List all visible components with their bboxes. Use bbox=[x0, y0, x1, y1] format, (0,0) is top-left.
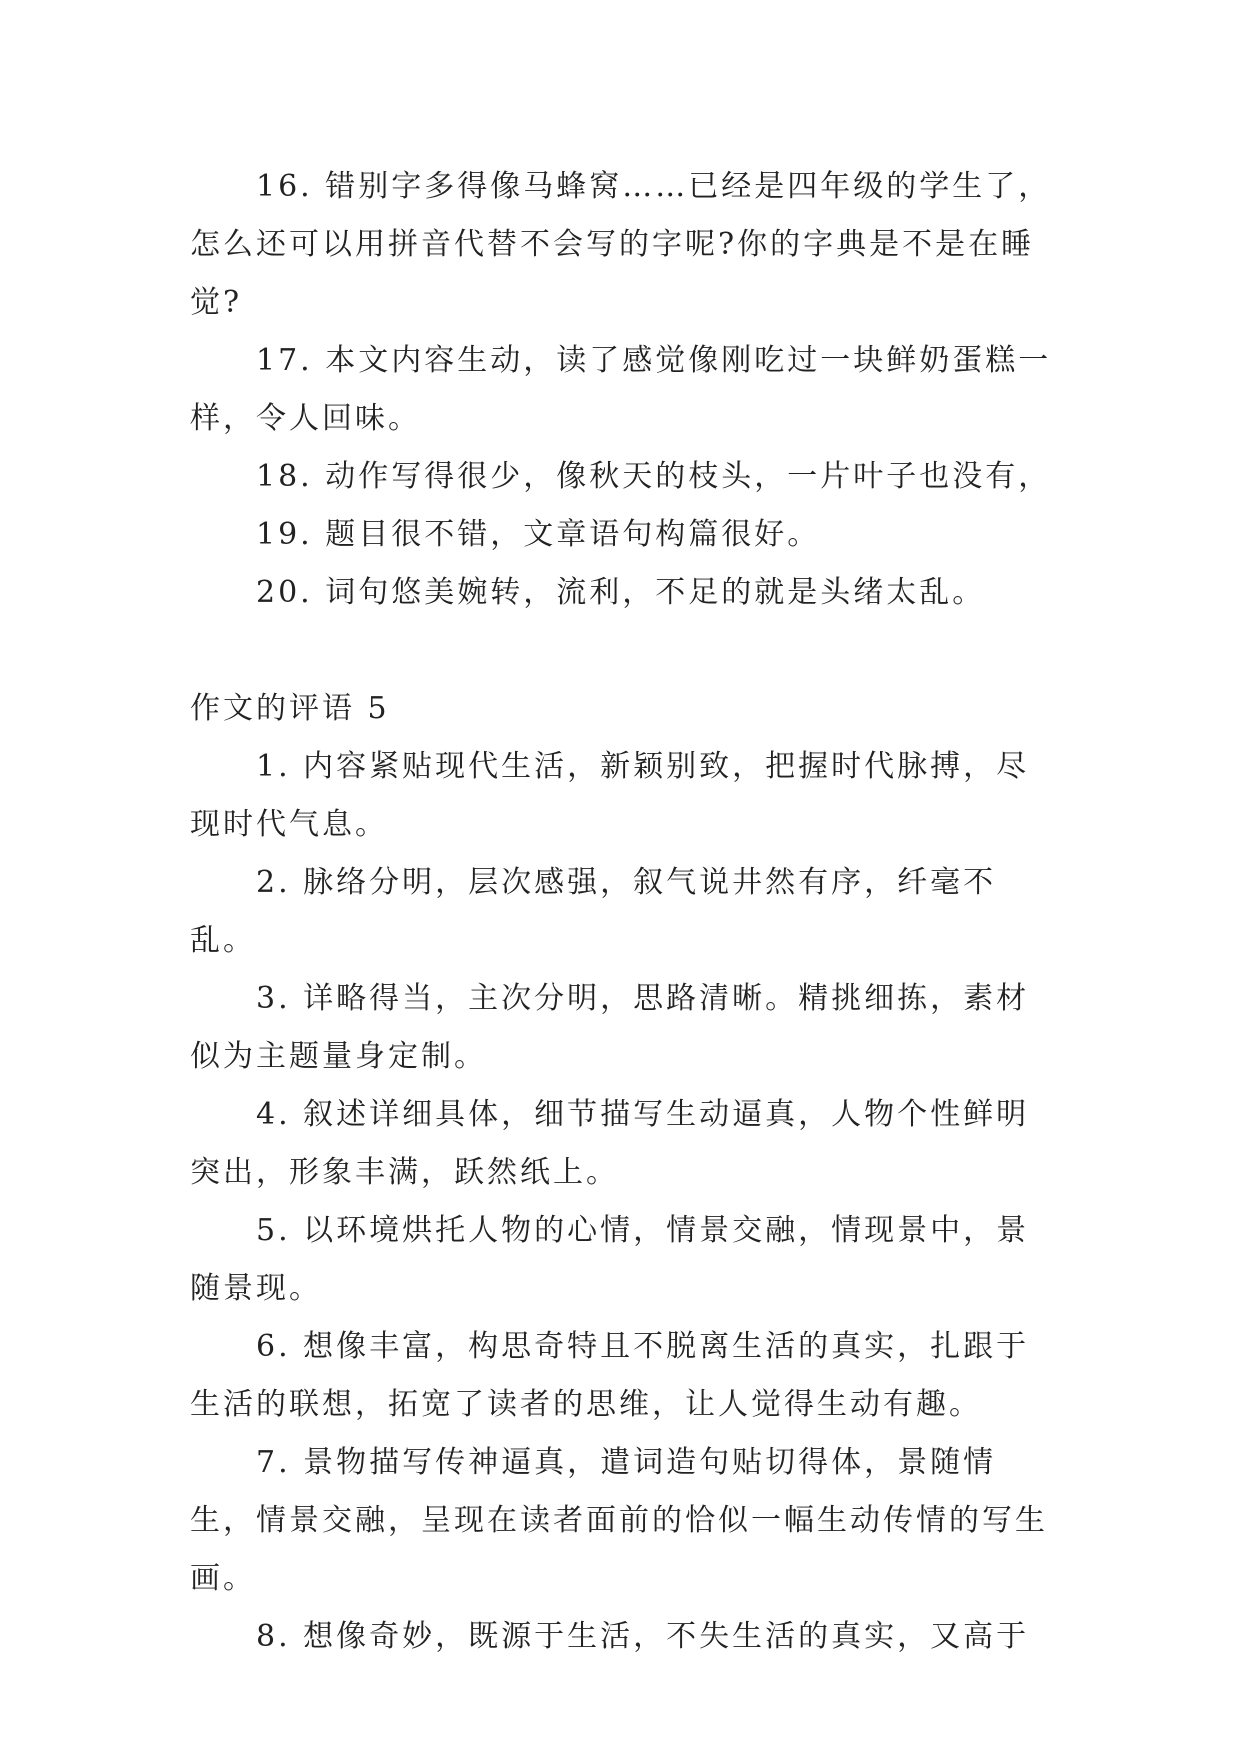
comment-item-2: 2. 脉络分明，层次感强，叙气说井然有序，纤毫不乱。 bbox=[190, 865, 997, 958]
comment-item-19: 19. 题目很不错，文章语句构篇很好。 bbox=[256, 517, 821, 552]
comment-item-20: 20. 词句悠美婉转，流利，不足的就是头绪太乱。 bbox=[256, 575, 986, 610]
document-body bbox=[190, 158, 1060, 1666]
comment-item-18: 18. 动作写得很少，像秋天的枝头，一片叶子也没有， bbox=[256, 459, 1052, 494]
comment-item-4: 4. 叙述详细具体，细节描写生动逼真，人物个性鲜明突出，形象丰满，跃然纸上。 bbox=[190, 1097, 1030, 1190]
section-spacer bbox=[190, 622, 1060, 680]
comment-item-6: 6. 想像丰富，构思奇特且不脱离生活的真实，扎跟于生活的联想，拓宽了读者的思维，让人觉得生动有趣。 bbox=[190, 1329, 1030, 1422]
comment-item-7: 7. 景物描写传神逼真，遣词造句贴切得体，景随情生，情景交融，呈现在读者面前的恰似一幅生动传情的写生画。 bbox=[190, 1445, 1048, 1596]
comment-item-8: 8. 想像奇妙，既源于生活，不失生活的真实，又高于 bbox=[256, 1619, 1030, 1654]
comment-item-1: 1. 内容紧贴现代生活，新颖别致，把握时代脉搏，尽现时代气息。 bbox=[190, 749, 1030, 842]
comment-item-5: 5. 以环境烘托人物的心情，情景交融，情现景中，景随景现。 bbox=[190, 1213, 1030, 1306]
comment-item-16: 16. 错别字多得像马蜂窝……已经是四年级的学生了，怎么还可以用拼音代替不会写的字呢?你的字典是不是在睡觉? bbox=[190, 169, 1052, 320]
comment-item-3: 3. 详略得当，主次分明，思路清晰。精挑细拣，素材似为主题量身定制。 bbox=[190, 981, 1030, 1074]
comment-item-17: 17. 本文内容生动，读了感觉像刚吃过一块鲜奶蛋糕一样，令人回味。 bbox=[190, 343, 1052, 436]
section-heading: 作文的评语 5 bbox=[190, 691, 390, 726]
